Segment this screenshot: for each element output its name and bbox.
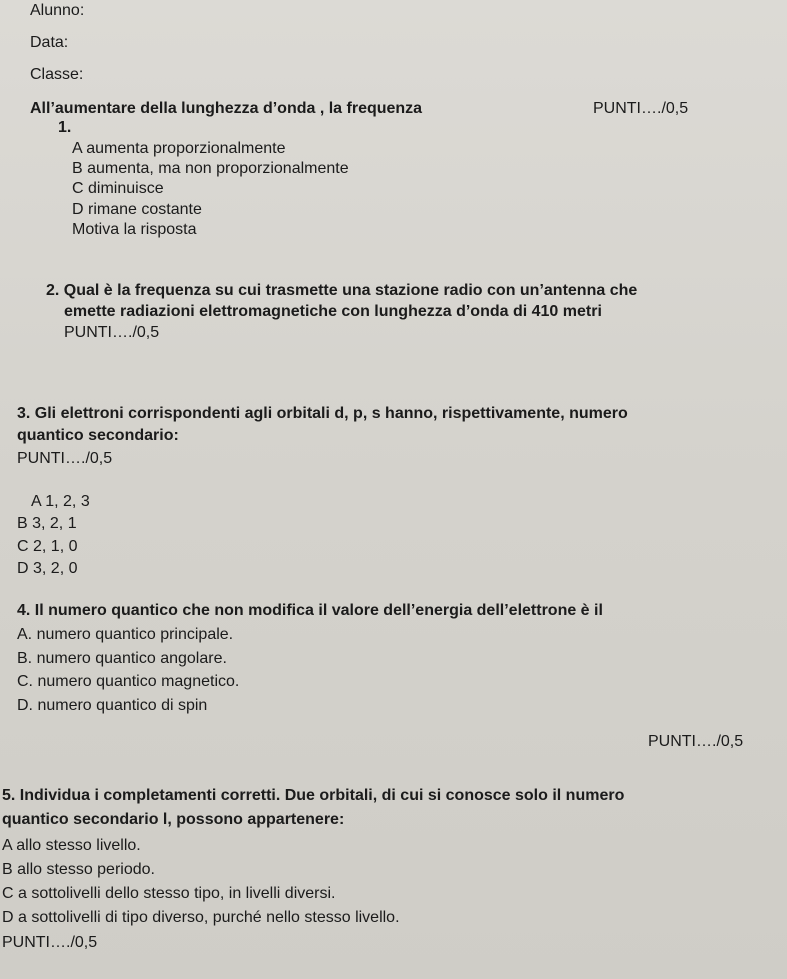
- q3-option-c: C 2, 1, 0: [17, 538, 78, 555]
- q2-text-line1: 2. Qual è la frequenza su cui trasmette una stazione radio con un’antenna che: [46, 282, 638, 299]
- q4-option-c: C. numero quantico magnetico.: [17, 673, 240, 690]
- header-classe: Classe:: [30, 66, 84, 83]
- q4-text: 4. Il numero quantico che non modifica il valore dell’energia dell’elettrone è il: [17, 602, 603, 619]
- q5-option-d: D a sottolivelli di tipo diverso, purché nello stesso livello.: [2, 909, 400, 926]
- header-alunno: Alunno:: [30, 2, 85, 19]
- q1-text: All’aumentare della lunghezza d’onda , la frequenza: [30, 100, 423, 117]
- q3-text-line2: quantico secondario:: [17, 427, 179, 444]
- q3-option-a: A 1, 2, 3: [31, 493, 90, 510]
- q3-text-line1: 3. Gli elettroni corrispondenti agli orbitali d, p, s hanno, rispettivamente, numero: [17, 405, 628, 422]
- q1-option-c: C diminuisce: [72, 180, 164, 197]
- q3-option-b: B 3, 2, 1: [17, 515, 77, 532]
- q4-option-d: D. numero quantico di spin: [17, 697, 208, 714]
- q4-option-b: B. numero quantico angolare.: [17, 650, 227, 667]
- q5-text-line2: quantico secondario l, possono appartenere:: [2, 811, 345, 828]
- q1-punti: PUNTI…./0,5: [593, 100, 689, 117]
- q2-text-line2: emette radiazioni elettromagnetiche con lunghezza d’onda di 410 metri: [64, 303, 602, 320]
- q1-option-b: B aumenta, ma non proporzionalmente: [72, 160, 349, 177]
- q1-option-a: A aumenta proporzionalmente: [72, 140, 286, 157]
- q5-text-line1: 5. Individua i completamenti corretti. Due orbitali, di cui si conosce solo il numero: [2, 787, 625, 804]
- q1-option-d: D rimane costante: [72, 201, 202, 218]
- q3-punti: PUNTI…./0,5: [17, 450, 113, 467]
- q3-option-d: D 3, 2, 0: [17, 560, 78, 577]
- q5-option-a: A allo stesso livello.: [2, 837, 141, 854]
- q5-option-c: C a sottolivelli dello stesso tipo, in livelli diversi.: [2, 885, 336, 902]
- q5-punti: PUNTI…./0,5: [2, 934, 98, 951]
- q2-punti: PUNTI…./0,5: [64, 324, 160, 341]
- q1-motiva: Motiva la risposta: [72, 221, 197, 238]
- q1-number: 1.: [58, 119, 72, 136]
- header-data: Data:: [30, 34, 69, 51]
- q5-option-b: B allo stesso periodo.: [2, 861, 155, 878]
- q4-option-a: A. numero quantico principale.: [17, 626, 234, 643]
- q4-punti: PUNTI…./0,5: [648, 733, 744, 750]
